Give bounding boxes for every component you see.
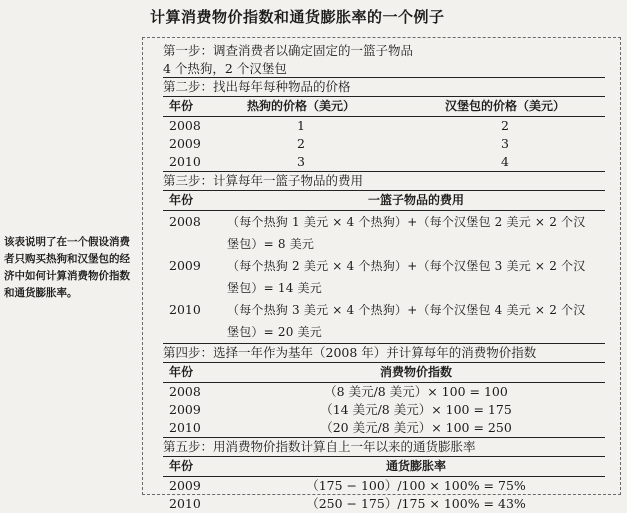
burger-price-cell: 4 [501,154,509,169]
step1-title: 第一步：调查消费者以确定固定的一篮子物品 [163,43,414,58]
header-hotdog-price: 热狗的价格（美元） [246,99,355,113]
table-row [163,495,605,513]
header-basket-cost: 一篮子物品的费用 [367,193,464,207]
step3-header-row [163,190,605,211]
side-note: 该表说明了在一个假设消费者只购买热狗和汉堡包的经济中如何计算消费物价指数和通货膨胀率。 [4,236,130,299]
step2-header-row [163,96,605,117]
hotdog-price-cell: 1 [297,118,305,133]
table-row [163,477,605,495]
step3-title: 第三步：计算每年一篮子物品的费用 [163,171,605,190]
basket-cost-line1: （每个热狗 1 美元 × 4 个热狗）+（每个汉堡包 2 美元 × 2 个汉 [227,215,586,229]
header-year: 年份 [169,459,194,473]
step4-header-row [163,362,605,383]
basket-cost-line2: 堡包）= 14 美元 [227,281,322,295]
basket-cost-line1: （每个热狗 3 美元 × 4 个热狗）+（每个汉堡包 4 美元 × 2 个汉 [227,303,586,317]
burger-price-cell: 2 [501,118,509,133]
basket-cost-cell [227,299,605,343]
table-row [163,299,605,343]
table-row [163,419,605,437]
table-row [163,153,605,171]
cpi-cell: （14 美元/8 美元）× 100 = 175 [320,402,512,417]
table-row [163,117,605,135]
step5-title: 第五步：用消费物价指数计算自上一年以来的通货膨胀率 [163,437,605,456]
year-cell: 2010 [169,302,201,317]
example-table [163,42,605,513]
year-cell: 2008 [169,118,201,133]
table-row [163,383,605,401]
header-year: 年份 [169,193,194,207]
table-row [163,135,605,153]
basket-cost-cell [227,211,605,255]
hotdog-price-cell: 2 [297,136,305,151]
year-cell: 2009 [169,258,201,273]
inflation-rate-cell: （250 − 175）/175 × 100% = 43% [306,496,526,511]
year-cell: 2010 [169,420,201,435]
year-cell: 2008 [169,214,201,229]
header-cpi: 消费物价指数 [379,365,452,379]
step2-title: 第二步：找出每年每种物品的价格 [163,77,605,96]
cpi-cell: （8 美元/8 美元）× 100 = 100 [324,384,508,399]
year-cell: 2008 [169,384,201,399]
table-row [163,211,605,255]
table-row [163,401,605,419]
inflation-rate-cell: （175 − 100）/100 × 100% = 75% [306,478,526,493]
cpi-cell: （20 美元/8 美元）× 100 = 250 [320,420,512,435]
header-inflation-rate: 通货膨胀率 [385,459,446,473]
year-cell: 2009 [169,136,201,151]
page-title: 计算消费物价指数和通货膨胀率的一个例子 [150,8,445,26]
step4-title: 第四步：选择一年作为基年（2008 年）并计算每年的消费物价指数 [163,343,605,362]
header-year: 年份 [169,99,194,113]
burger-price-cell: 3 [501,136,509,151]
step1-detail: 4 个热狗，2 个汉堡包 [163,61,287,76]
table-row [163,255,605,299]
header-year: 年份 [169,365,194,379]
header-burger-price: 汉堡包的价格（美元） [444,99,565,113]
hotdog-price-cell: 3 [297,154,305,169]
basket-cost-line2: 堡包）= 20 美元 [227,325,322,339]
year-cell: 2010 [169,496,201,511]
basket-cost-line2: 堡包）= 8 美元 [227,237,315,251]
year-cell: 2009 [169,402,201,417]
basket-cost-line1: （每个热狗 2 美元 × 4 个热狗）+（每个汉堡包 3 美元 × 2 个汉 [227,259,586,273]
year-cell: 2009 [169,478,201,493]
basket-cost-cell [227,255,605,299]
step5-header-row [163,456,605,477]
year-cell: 2010 [169,154,201,169]
